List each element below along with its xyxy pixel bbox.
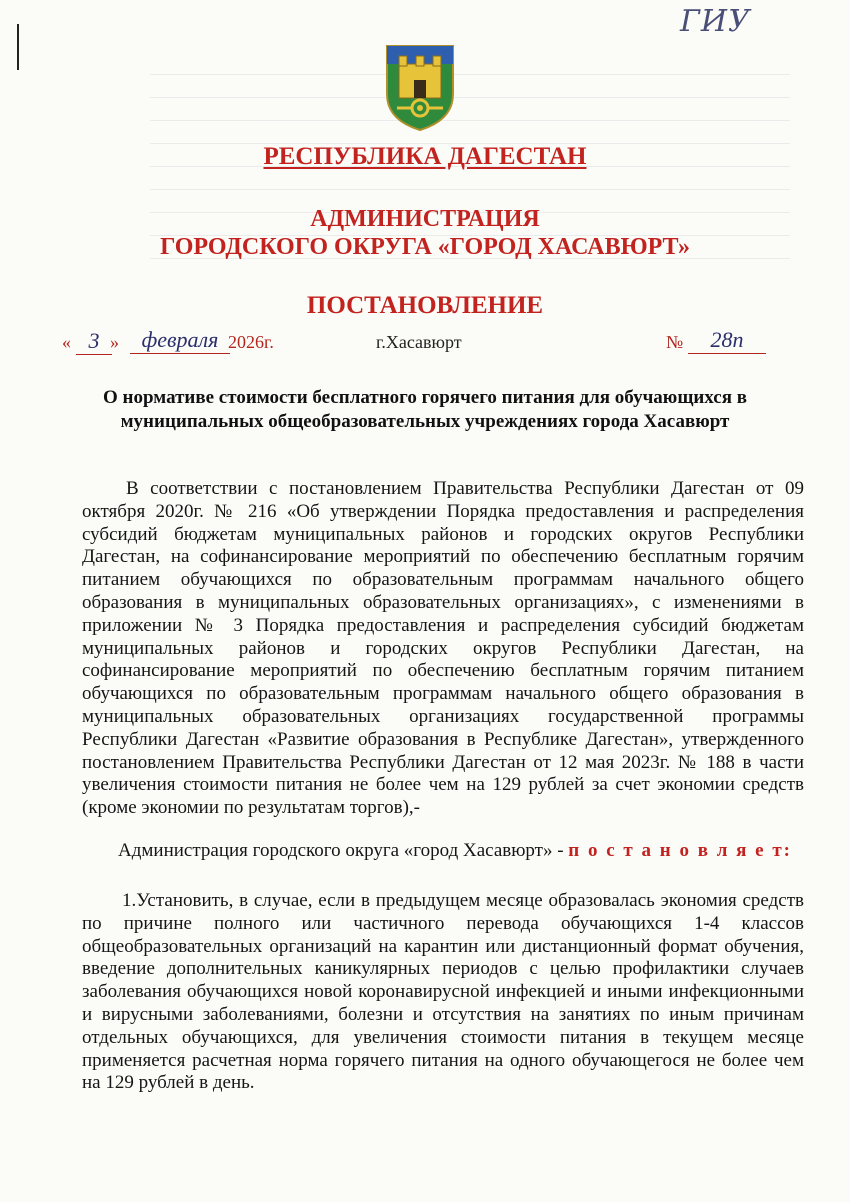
document-title: О нормативе стоимости бесплатного горячего питания для обучающихся в муниципальных общеобразовательных учреждениях города Хасавюрт [103, 387, 747, 432]
date-day-handwritten: 3 [76, 328, 112, 355]
republic-heading: РЕСПУБЛИКА ДАГЕСТАН [263, 143, 587, 170]
city-district-heading: ГОРОДСКОГО ОКРУГА «ГОРОД ХАСАВЮРТ» [160, 234, 690, 260]
handwritten-corner-mark: ГИУ [680, 4, 751, 39]
preamble-paragraph: В соответствии с постановлением Правительства Республики Дагестан от 09 октября 2020г. № 216 «Об утверждении Порядка предоставления и распределения субсидий бюджетам муниципальных районов и городских округов Республики Дагестан, на софинансирование мероприятий по обеспечению бесплатным горячим питанием обучающихся по образовательным программам начального общего образования в муниципальных образовательных организациях», с изменениями в приложении № 3 Порядка предоставления и распределения субсидий бюджетам муниципальных районов и городских округов Республики Дагестан, на софинансирование мероприятий по обеспечению бесплатным горячим питанием обучающихся по образовательным программам начального общего образования в муниципальных образовательных организациях государственной программы Республики Дагестан «Развитие образования в Республике Дагестан», утвержденного постановлением Правительства Республики Дагестан от 12 мая 2023г. № 188 в части увеличения стоимости питания не более чем на 129 рублей за счет экономии средств (кроме экономии по результатам торгов),- [82, 478, 804, 819]
date-open-quote: « [62, 332, 71, 352]
date-month-handwritten: февраля [130, 327, 230, 354]
document-city: г.Хасавюрт [376, 332, 462, 352]
administration-heading: АДМИНИСТРАЦИЯ [310, 206, 540, 232]
resolution-clause [118, 840, 808, 863]
document-type-heading: ПОСТАНОВЛЕНИЕ [306, 292, 544, 319]
city-coat-of-arms-emblem [383, 42, 457, 132]
resolution-action-word: п о с т а н о в л я е т: [568, 840, 793, 861]
clause-1-paragraph: 1.Установить, в случае, если в предыдущем месяце образовалась экономия средств по причине полного или частичного перевода обучающихся 1-4 классов общеобразовательных организаций на карантин или дистанционный формат обучения, введение дополнительных каникулярных периодов с целью профилактики случаев заболевания обучающихся новой коронавирусной инфекцией и иными инфекционными и вирусными заболеваниями, болезни и отсутствия на занятиях по иным причинам отдельных обучающихся, для увеличения стоимости питания в текущем месяце применяется расчетная норма горячего питания на одного обучающегося не более чем на 129 рублей в день. [82, 890, 804, 1094]
margin-mark [17, 24, 19, 70]
document-number-handwritten: 28п [688, 327, 766, 354]
number-sign: № [666, 332, 684, 352]
date-close-quote: » [110, 332, 119, 352]
date-year: 2026г. [228, 332, 274, 352]
resolution-lead-text: Администрация городского округа «город Хасавюрт» - [118, 840, 569, 861]
